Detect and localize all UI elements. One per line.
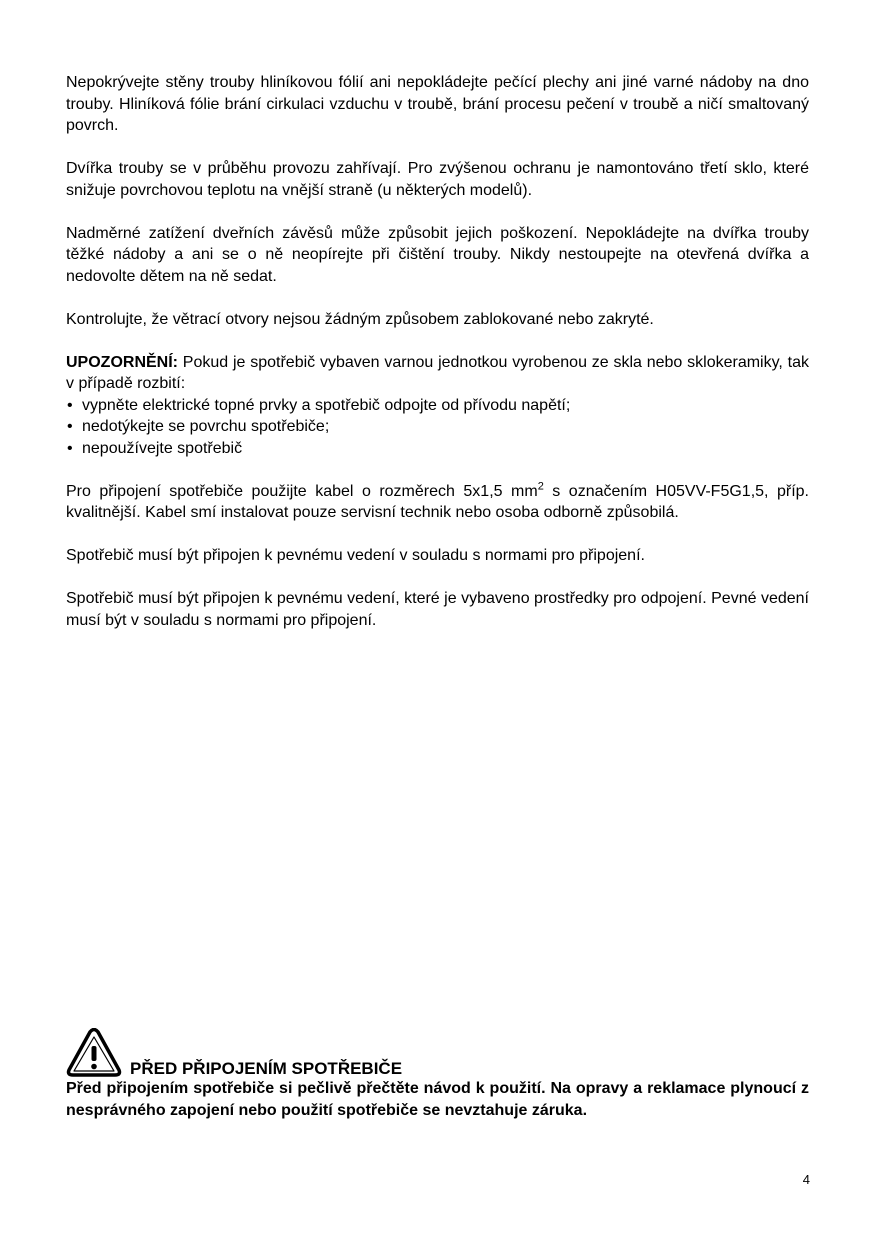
warning-text: Před připojením spotřebiče si pečlivě přečtěte návod k použití. Na opravy a reklamace plynoucí z nesprávného zapojení nebo použití spotřebiče se nevztahuje záruka. (66, 1080, 809, 1119)
paragraph-disconnect: Spotřebič musí být připojen k pevnému vedení, které je vybaveno prostředky pro odpojení. Pevné vedení musí být v souladu s normami pro připojení. (66, 590, 809, 629)
list-item (66, 438, 809, 460)
bullet-icon: • (67, 396, 73, 414)
warning-header (66, 1028, 809, 1078)
list-item-text: nedotýkejte se povrchu spotřebiče; (82, 418, 330, 435)
connection-warning-box (66, 1028, 809, 1121)
warning-title: PŘED PŘIPOJENÍM SPOTŘEBIČE (130, 1059, 403, 1078)
superscript-two: 2 (537, 480, 544, 493)
paragraph-aluminium-foil: Nepokrývejte stěny trouby hliníkovou fólií ani nepokládejte pečící plechy ani jiné varné nádoby na dno trouby. Hliníková fólie brání cirkulaci vzduchu v troubě, brání procesu pečení v troubě a ničí smaltovaný povrch. (66, 74, 809, 134)
cable-text-end: s označením H05VV-F5G1,5, příp. kvalitnější. Kabel smí instalovat pouze servisní technik nebo osoba odborně způsobilá. (66, 482, 809, 521)
list-item (66, 395, 809, 417)
paragraph-ventilation: Kontrolujte, že větrací otvory nejsou žádným způsobem zablokované nebo zakryté. (66, 310, 654, 328)
list-item-text: nepoužívejte spotřebič (82, 439, 243, 457)
list-item (66, 416, 809, 438)
bullet-icon: • (67, 418, 73, 435)
warning-label: UPOZORNĚNÍ: (66, 353, 178, 371)
paragraph-warning (66, 352, 809, 395)
warning-body: Pokud je spotřebič vybaven varnou jednotkou vyrobenou ze skla nebo sklokeramiky, tak v případě rozbití: (66, 353, 809, 392)
bullet-icon: • (67, 439, 73, 457)
document-body (66, 72, 809, 653)
paragraph-fixed-wiring: Spotřebič musí být připojen k pevnému vedení v souladu s normami pro připojení. (66, 547, 645, 564)
paragraph-cable (66, 481, 809, 524)
bullet-list (66, 395, 809, 460)
page-number: 4 (802, 1172, 810, 1187)
cable-text-start: Pro připojení spotřebiče použijte kabel o rozměrech 5x1,5 mm (66, 482, 538, 500)
warning-triangle-icon (66, 1028, 122, 1078)
list-item-text: vypněte elektrické topné prvky a spotřebič odpojte od přívodu napětí; (82, 396, 571, 414)
paragraph-oven-door: Dvířka trouby se v průběhu provozu zahřívají. Pro zvýšenou ochranu je namontováno třetí sklo, které snižuje povrchovou teplotu na vnější straně (u některých modelů). (66, 160, 809, 199)
paragraph-door-hinges: Nadměrné zatížení dveřních závěsů může způsobit jejich poškození. Nepokládejte na dvířka trouby těžké nádoby a ani se o ně neopírejte při čištění trouby. Nikdy nestoupejte na otevřená dvířka a nedovolte dětem na ně sedat. (66, 224, 809, 285)
